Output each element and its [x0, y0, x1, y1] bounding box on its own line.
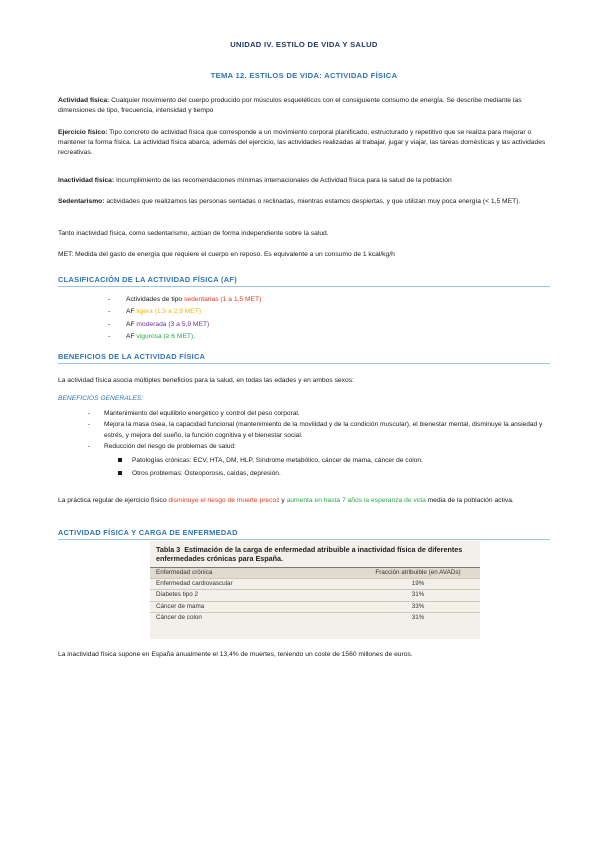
list-item: - AF vigorosa (≥ 6 MET).: [108, 331, 261, 343]
topic-title: TEMA 12. ESTILOS DE VIDA: ACTIVIDAD FÍSICA: [210, 71, 398, 80]
list-item: - Mejora la masa ósea, la capacidad funcional (mantenimiento de la movilidad y de la condición muscular), el bienestar mental, disminuye la ansiedad y estrés, y mejora del sueño, la función cognitiva y el bienestar social.: [88, 419, 550, 441]
table-row: Diabetes tipo 2 31%: [150, 589, 480, 600]
beneficios-intro: La actividad física asocia múltiples beneficios para la salud, en todas las edades y en ambos sexos:: [58, 377, 354, 384]
met-definition: MET: Medida del gasto de energía que requiere el cuerpo en reposo. Es equivalente a un consumo de 1 kcal/kg/h: [58, 251, 395, 258]
definition-actividad-fisica: Actividad física: Cualquier movimiento del cuerpo producido por músculos esqueléticos con el consiguiente consumo de energía. Se describe mediante las dimensiones de tipo, frecuencia, intensidad y tiempo: [58, 97, 522, 114]
list-item: Otros problemas: Osteoporosis, caídas, depresión.: [118, 467, 550, 480]
risk-sublist: [104, 454, 550, 480]
closing-statement: La inactividad física supone en España anualmente el 13,4% de muertes, teniendo un coste de 1560 millones de euros.: [58, 651, 413, 658]
list-item: - AF ligera (1,5 a 2,9 MET): [108, 306, 261, 318]
term-inactividad-fisica: Inactividad física:: [58, 177, 115, 184]
list-item: - AF moderada (3 a 5,9 MET): [108, 319, 261, 331]
list-item: Patologías crónicas: ECV, HTA, DM, HLP, Síndrome metabólico, cáncer de mama, cáncer de colon.: [118, 454, 550, 467]
table-row: Cáncer de colon 31%: [150, 612, 480, 623]
list-item: - Mantenimiento del equilibrio energético y control del peso corporal.: [88, 408, 550, 419]
practice-paragraph: La práctica regular de ejercicio físico disminuye el riesgo de muerte precoz y aumenta en hasta 7 años la esperanza de vida media de la población activa.: [58, 497, 514, 504]
term-sedentarismo: Sedentarismo:: [58, 198, 105, 205]
table-row: Cáncer de mama 33%: [150, 601, 480, 612]
disease-burden-table: [150, 541, 480, 639]
table-row: Enfermedad cardiovascular 19%: [150, 578, 480, 589]
definition-inactividad-fisica: Inactividad física: Incumplimiento de las recomendaciones mínimas internacionales de Actividad física para la salud de la población: [58, 177, 452, 184]
list-item: - Reducción del riesgo de problemas de salud: Patologías crónicas: ECV, HTA, DM, HLP, Síndrome metabólico, cáncer de mama, cáncer de colon. Otros problemas: Osteoporosis, caídas, depresión.: [88, 441, 550, 480]
term-actividad-fisica: Actividad física:: [58, 97, 110, 104]
list-item: - Actividades de tipo sedentarias (1 a 1,5 MET): [108, 294, 261, 306]
definition-ejercicio-fisico: Ejercicio físico: Tipo concreto de actividad física que corresponde a un movimiento corporal planificado, estructurado y repetitivo que se realiza para mejorar o mantener la forma física. La actividad física abarca, además del ejercicio, las actividades realizadas al trabajar, jugar y viajar, las tareas domésticas y las actividades recreativas.: [58, 129, 546, 156]
unit-title: UNIDAD IV. ESTILO DE VIDA Y SALUD: [230, 40, 378, 49]
section-heading-carga: ACTIVIDAD FÍSICA Y CARGA DE ENFERMEDAD: [58, 528, 550, 540]
definition-sedentarismo: Sedentarismo: actividades que realizamos las personas sentadas o reclinadas, mientras estamos despiertas, y que utilizan muy poca energía (< 1,5 MET).: [58, 198, 521, 205]
section-heading-beneficios: BENEFICIOS DE LA ACTIVIDAD FÍSICA: [58, 352, 550, 364]
table-title: Tabla 3 Estimación de la carga de enfermedad atribuible a inactividad física de diferentes enfermedades crónicas para España.: [156, 545, 463, 563]
clasificacion-list: [108, 294, 261, 343]
beneficios-list: [88, 408, 550, 480]
term-ejercicio-fisico: Ejercicio físico:: [58, 129, 108, 136]
table-header-row: Enfermedad crónica Fracción atribuible (en AVADs): [150, 567, 480, 578]
section-heading-clasificacion: CLASIFICACIÓN DE LA ACTIVIDAD FÍSICA (AF): [58, 275, 550, 287]
beneficios-generales-label: BENEFICIOS GENERALES:: [58, 395, 144, 402]
independence-note: Tanto inactividad física, como sedentarismo, actúan de forma independiente sobre la salud.: [58, 230, 329, 237]
